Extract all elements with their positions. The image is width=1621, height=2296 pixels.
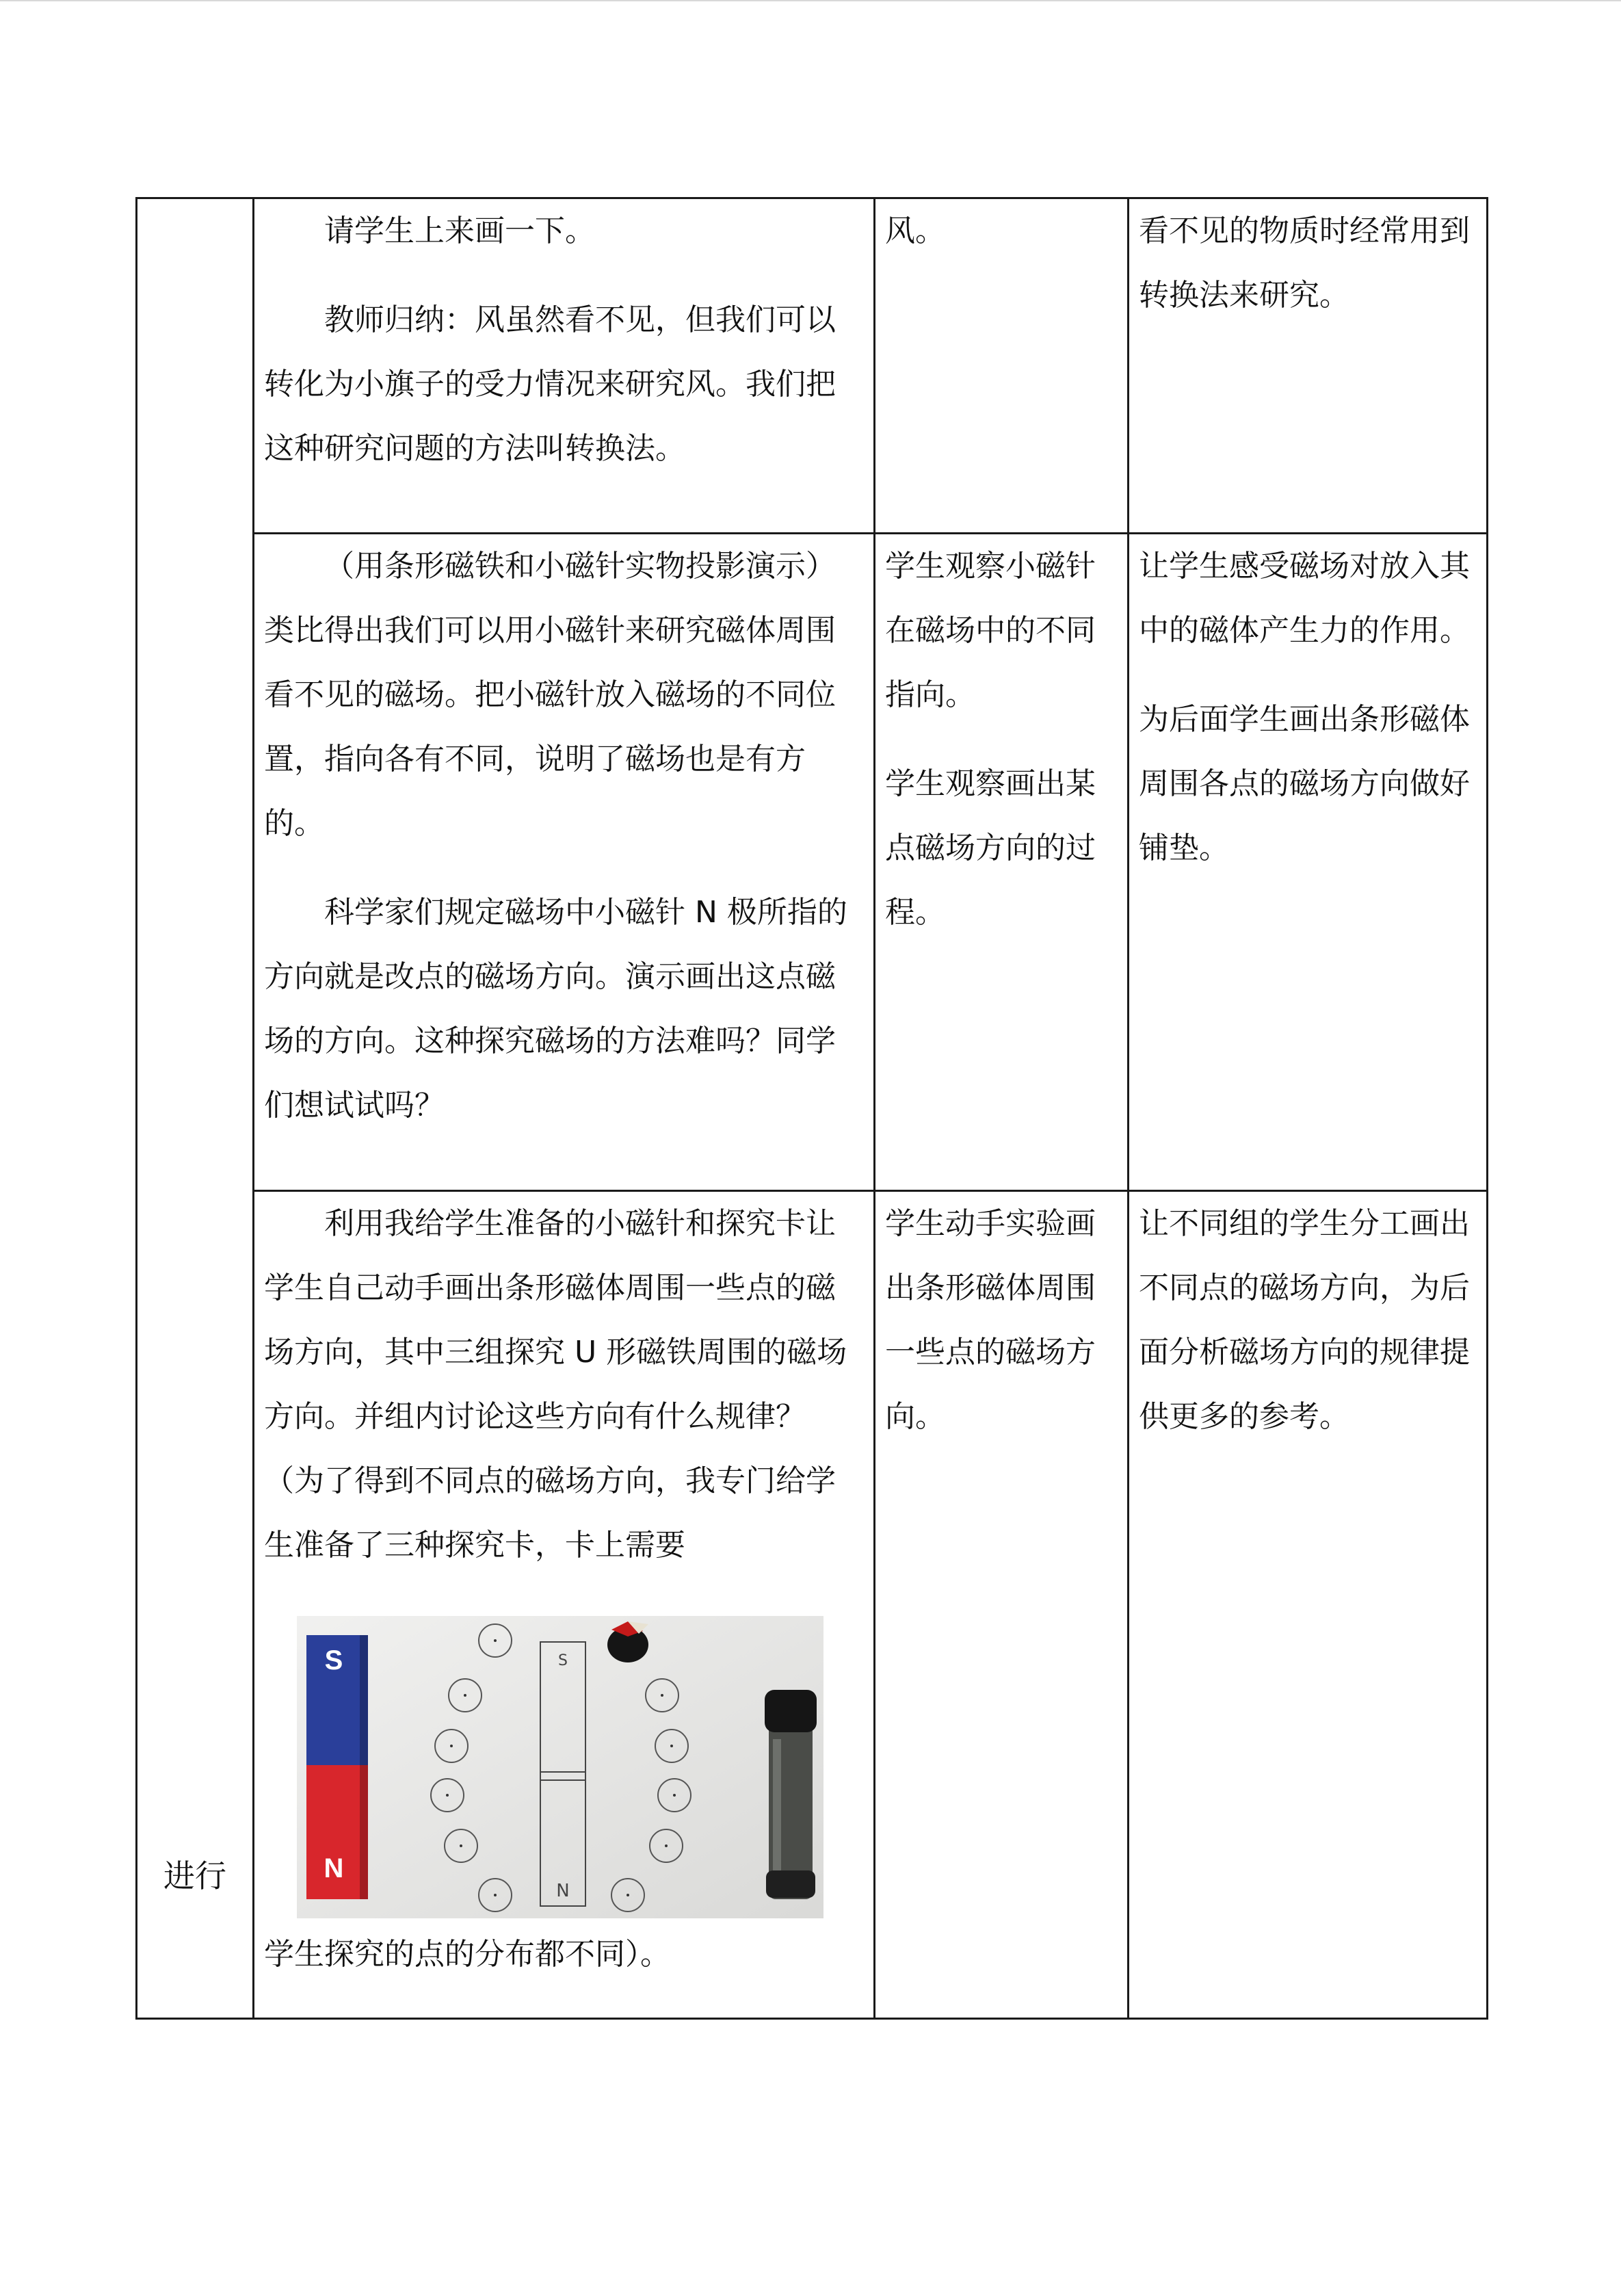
student-activity-cell xyxy=(875,198,1129,534)
teacher-paragraph: 学生探究的点的分布都不同）。 xyxy=(264,1937,670,1972)
student-paragraph: 风。 xyxy=(885,213,945,248)
purpose-paragraph: 为后面学生画出条形磁体周围各点的磁场方向做好铺垫。 xyxy=(1139,702,1470,865)
card-n-label: N xyxy=(556,1881,570,1901)
student-paragraph: 学生观察小磁针在磁场中的不同指向。 xyxy=(885,549,1096,712)
stage-label: 进行 xyxy=(163,1858,226,1894)
marker-pen-icon xyxy=(765,1690,817,1899)
purpose-paragraph: 让不同组的学生分工画出不同点的磁场方向，为后面分析磁场方向的规律提供更多的参考。 xyxy=(1139,1206,1470,1434)
lesson-plan-table xyxy=(135,197,1488,2020)
experiment-photo xyxy=(297,1616,823,1918)
teacher-paragraph: 利用我给学生准备的小磁针和探究卡让学生自己动手画出条形磁体周围一些点的磁场方向，其中三组探究 U 形磁铁周围的磁场方向。并组内讨论这些方向有什么规律？（为了得到不同点的磁场方向，我专门给学生准备了三种探究卡，卡上需要 xyxy=(264,1206,847,1563)
teacher-paragraph: 科学家们规定磁场中小磁针 N 极所指的方向就是改点的磁场方向。演示画出这点磁场的方向。这种探究磁场的方法难吗？同学们想试试吗？ xyxy=(264,895,847,1123)
teacher-paragraph: 请学生上来画一下。 xyxy=(324,213,595,248)
student-paragraph: 学生观察画出某点磁场方向的过程。 xyxy=(885,766,1096,930)
purpose-paragraph: 看不见的物质时经常用到转换法来研究。 xyxy=(1139,213,1470,313)
page-top-edge xyxy=(0,0,1621,1)
design-purpose-cell xyxy=(1129,198,1488,534)
table-row xyxy=(137,534,1488,1191)
purpose-paragraph: 让学生感受磁场对放入其中的磁体产生力的作用。 xyxy=(1139,549,1470,648)
teacher-paragraph: （用条形磁铁和小磁针实物投影演示）类比得出我们可以用小磁针来研究磁体周围看不见的磁场。把小磁针放入磁场的不同位置，指向各有不同，说明了磁场也是有方的。 xyxy=(264,549,836,841)
table-row xyxy=(137,198,1488,534)
design-purpose-cell xyxy=(1129,534,1488,1191)
teacher-activity-cell xyxy=(254,534,875,1191)
student-activity-cell xyxy=(875,1191,1129,2019)
design-purpose-cell xyxy=(1129,1191,1488,2019)
student-activity-cell xyxy=(875,534,1129,1191)
magnet-s-label: S xyxy=(324,1645,343,1675)
bar-magnet-icon xyxy=(306,1635,368,1899)
teacher-paragraph: 教师归纳：风虽然看不见，但我们可以转化为小旗子的受力情况来研究风。我们把这种研究问题的方法叫转换法。 xyxy=(264,302,836,466)
teacher-activity-cell xyxy=(254,198,875,534)
student-paragraph: 学生动手实验画出条形磁体周围一些点的磁场方向。 xyxy=(885,1206,1096,1434)
stage-cell xyxy=(137,198,254,2019)
table-row xyxy=(137,1191,1488,2019)
card-s-label: S xyxy=(558,1652,568,1669)
magnet-n-label: N xyxy=(324,1853,344,1883)
teacher-activity-cell xyxy=(254,1191,875,2019)
